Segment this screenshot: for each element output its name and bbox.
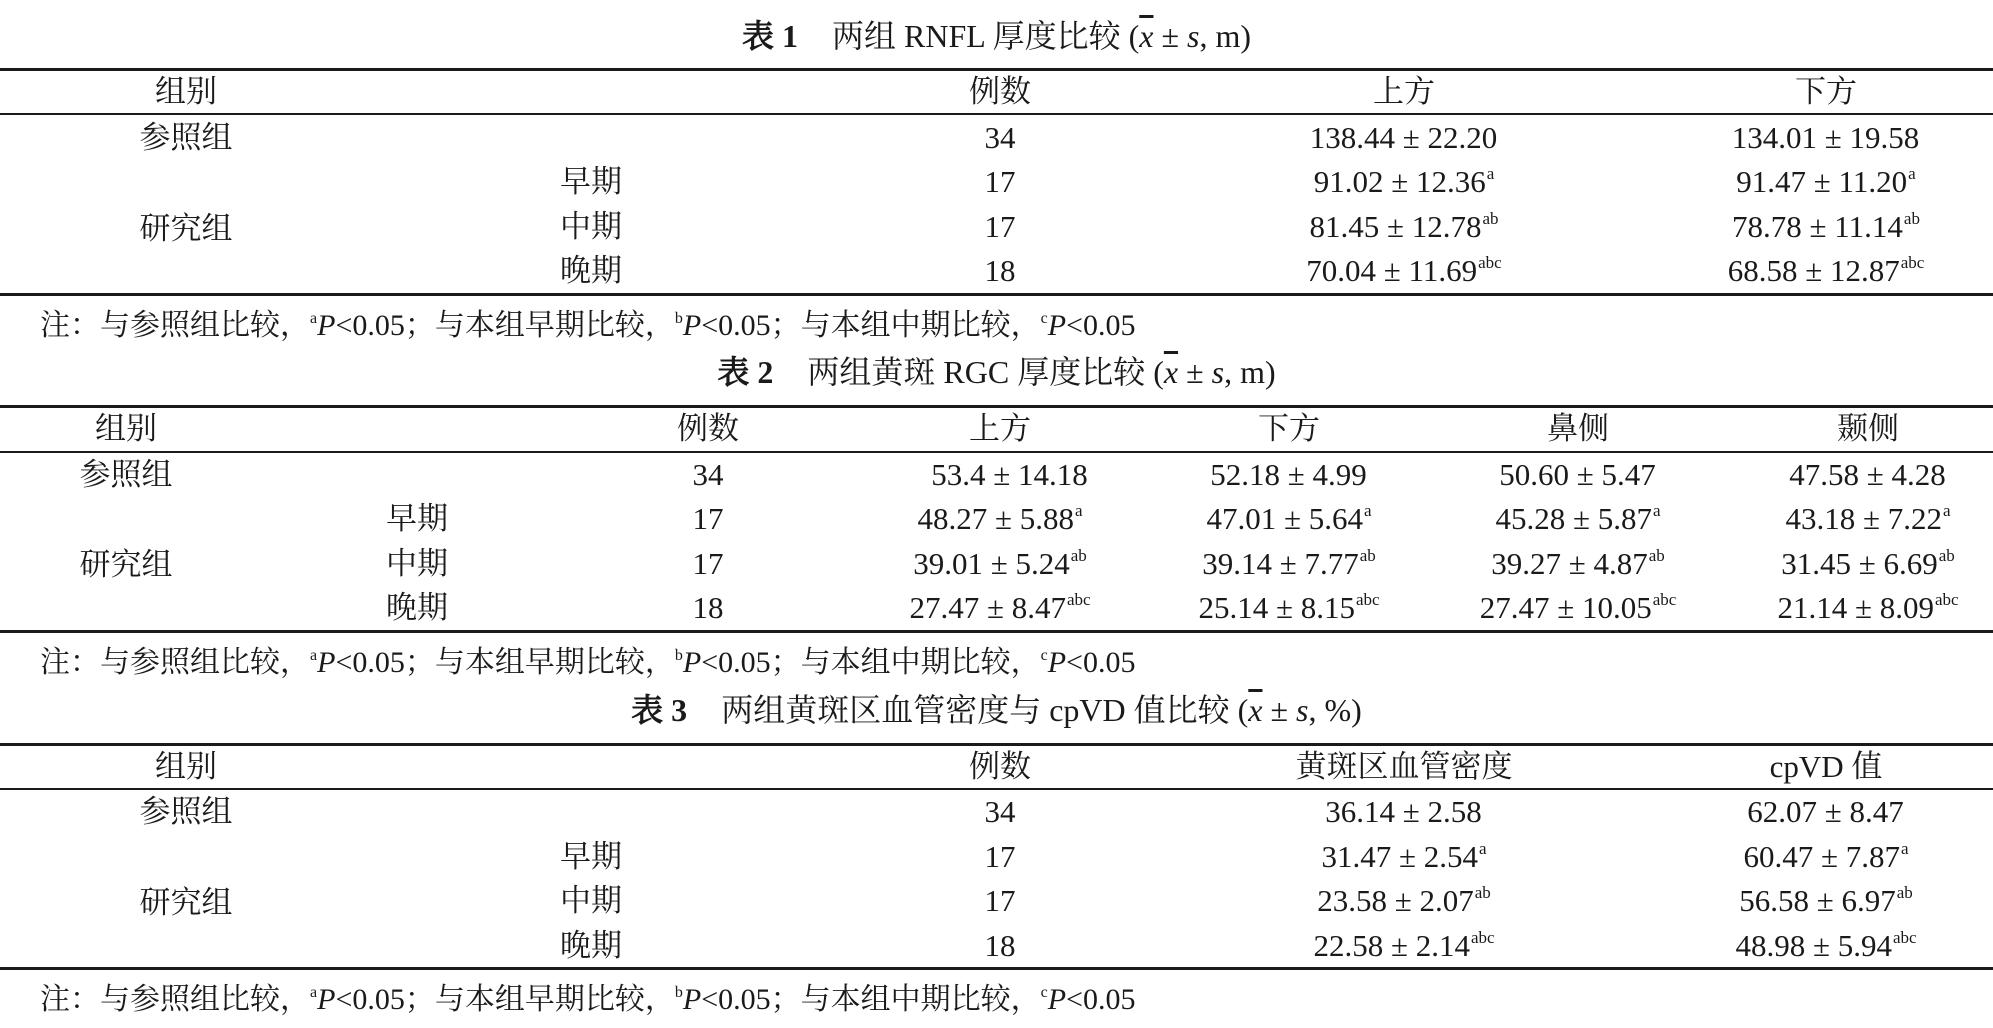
table1-row1-upper: 91.02 ± 12.36$^a$ (1313, 164, 1495, 199)
table2-row1-lower: 47.01 ± 5.64$^a$ (1206, 501, 1372, 536)
table2-title-pm: ± (1178, 354, 1212, 390)
table3-title (0, 690, 1993, 730)
table3-row3-vessel: 22.58 ± 2.14$^{abc}$ (1313, 928, 1495, 963)
table1-row2-n: 17 (984, 209, 1016, 244)
table1-row0-lower: 134.01 ± 19.58 (1731, 120, 1920, 155)
table3-row3-stage: 晚期 (560, 928, 622, 963)
table3-row0-vessel: 36.14 ± 2.58 (1325, 794, 1482, 829)
table1-header-group: 组别 (155, 74, 217, 109)
table2-bottom-rule (0, 630, 1993, 633)
table1-row2-stage: 中期 (560, 209, 622, 244)
table1-title-unit: , m) (1199, 18, 1252, 54)
table1-row0-upper: 138.44 ± 22.20 (1309, 120, 1498, 155)
table2-row3-upper: 27.47 ± 8.47$^{abc}$ (909, 590, 1091, 625)
table2-row3-n: 18 (692, 590, 724, 625)
table3-row3-cpvd: 48.98 ± 5.94$^{abc}$ (1735, 928, 1917, 963)
table2-row0-upper: 53.4 ± 14.18 (931, 457, 1088, 492)
table1-bottom-rule (0, 293, 1993, 296)
table2-row2-n: 17 (692, 546, 724, 581)
table1-title-pm: ± (1153, 18, 1188, 54)
table3-study-group: 研究组 (139, 885, 233, 920)
table1-row3-lower: 68.58 ± 12.87$^{abc}$ (1727, 253, 1925, 288)
table2-row2-lower: 39.14 ± 7.77$^{ab}$ (1202, 546, 1376, 581)
table3-row1-vessel: 31.47 ± 2.54$^a$ (1321, 839, 1487, 874)
table2-title-text: 两组黄斑 RGC 厚度比较 ( (807, 354, 1164, 390)
table3-title-unit: , %) (1308, 692, 1362, 728)
table1-title-xbar: $\overline{x}$ (1139, 18, 1154, 54)
table1-row2-upper: 81.45 ± 12.78$^{ab}$ (1309, 209, 1499, 244)
table1-top-rule (0, 68, 1993, 71)
table3-header-rule (0, 788, 1993, 790)
table2-header-upper: 上方 (969, 411, 1031, 446)
table1-row3-n: 18 (984, 253, 1016, 288)
table3-row2-vessel: 23.58 ± 2.07$^{ab}$ (1317, 883, 1491, 918)
table1-row2-lower: 78.78 ± 11.14$^{ab}$ (1732, 209, 1920, 244)
table2-title-xbar: $\overline{x}$ (1163, 354, 1179, 390)
table2-row2-temporal: 31.45 ± 6.69$^{ab}$ (1781, 546, 1955, 581)
table2-row1-stage: 早期 (386, 501, 448, 536)
table1-title-text: 两组 RNFL 厚度比较 ( (831, 18, 1140, 54)
table1-header-lower: 下方 (1795, 74, 1857, 109)
table2-footnote: 注：与参照组比较，$^a$P<0.05；与本组早期比较，$^b$P<0.05；与本组中期比较，$^c$P<0.05 (40, 646, 1136, 679)
table1-row0-n: 34 (984, 120, 1016, 155)
table2-row1-nasal: 45.28 ± 5.87$^a$ (1495, 501, 1661, 536)
table1-study-group: 研究组 (139, 211, 233, 246)
table2-row0-temporal: 47.58 ± 4.28 (1789, 457, 1946, 492)
table3-header-n: 例数 (969, 749, 1031, 784)
table3-title-pm: ± (1262, 692, 1297, 728)
table2-row3-nasal: 27.47 ± 10.05$^{abc}$ (1479, 590, 1677, 625)
table1-header-n: 例数 (969, 74, 1031, 109)
table3-title-text: 两组黄斑区血管密度与 cpVD 值比较 ( (721, 692, 1249, 728)
table1-row3-upper: 70.04 ± 11.69$^{abc}$ (1306, 253, 1502, 288)
table1-row3-stage: 晚期 (560, 253, 622, 288)
table3-title-xbar: $\overline{x}$ (1248, 692, 1263, 728)
table2-study-group: 研究组 (79, 547, 173, 582)
table3-row1-cpvd: 60.47 ± 7.87$^a$ (1743, 839, 1909, 874)
table1-title (0, 16, 1993, 56)
table2-top-rule (0, 405, 1993, 408)
table2-row3-lower: 25.14 ± 8.15$^{abc}$ (1198, 590, 1380, 625)
table3-header-cpvd: cpVD 值 (1769, 749, 1883, 784)
table2-row2-nasal: 39.27 ± 4.87$^{ab}$ (1491, 546, 1665, 581)
table1-ref-group: 参照组 (139, 120, 233, 155)
table1-row1-n: 17 (984, 164, 1016, 199)
table3-row0-cpvd: 62.07 ± 8.47 (1747, 794, 1904, 829)
table3-row2-n: 17 (984, 883, 1016, 918)
table3-row3-n: 18 (984, 928, 1016, 963)
table3-title-s: s (1296, 692, 1309, 728)
table2-title (0, 352, 1993, 392)
table1-header-rule (0, 113, 1993, 115)
table2-title-unit: , m) (1224, 354, 1276, 390)
table2-row2-upper: 39.01 ± 5.24$^{ab}$ (913, 546, 1087, 581)
table2-header-temporal: 颞侧 (1837, 411, 1899, 446)
table3-top-rule (0, 743, 1993, 746)
table2-header-nasal: 鼻侧 (1547, 411, 1609, 446)
table2-number: 表 2 (717, 354, 774, 390)
table2-header-n: 例数 (677, 411, 739, 446)
table3-header-vessel-density: 黄斑区血管密度 (1295, 749, 1513, 784)
table2-row3-stage: 晚期 (386, 590, 448, 625)
table2-row1-temporal: 43.18 ± 7.22$^a$ (1785, 501, 1951, 536)
table2-row0-n: 34 (692, 457, 724, 492)
table3-ref-group: 参照组 (139, 794, 233, 829)
table2-row1-upper: 48.27 ± 5.88$^a$ (917, 501, 1083, 536)
table3-row2-stage: 中期 (560, 883, 622, 918)
table2-title-s: s (1211, 354, 1225, 390)
table1-title-s: s (1187, 18, 1200, 54)
table3-bottom-rule (0, 967, 1993, 970)
table1-number: 表 1 (741, 18, 798, 54)
table3-header-group: 组别 (155, 749, 217, 784)
table3-number: 表 3 (631, 692, 688, 728)
table1-header-upper: 上方 (1373, 74, 1435, 109)
table3-footnote: 注：与参照组比较，$^a$P<0.05；与本组早期比较，$^b$P<0.05；与本组中期比较，$^c$P<0.05 (40, 983, 1136, 1016)
table2-row0-lower: 52.18 ± 4.99 (1210, 457, 1367, 492)
table1-footnote: 注：与参照组比较，$^a$P<0.05；与本组早期比较，$^b$P<0.05；与本组中期比较，$^c$P<0.05 (40, 309, 1136, 342)
table3-row2-cpvd: 56.58 ± 6.97$^{ab}$ (1739, 883, 1913, 918)
table1-row1-lower: 91.47 ± 11.20$^a$ (1736, 164, 1916, 199)
table1-row1-stage: 早期 (560, 164, 622, 199)
table3-row0-n: 34 (984, 794, 1016, 829)
table2-row1-n: 17 (692, 501, 724, 536)
table2-ref-group: 参照组 (79, 457, 173, 492)
table3-row1-n: 17 (984, 839, 1016, 874)
table2-row3-temporal: 21.14 ± 8.09$^{abc}$ (1777, 590, 1959, 625)
table2-row0-nasal: 50.60 ± 5.47 (1499, 457, 1656, 492)
table3-row1-stage: 早期 (560, 839, 622, 874)
table2-row2-stage: 中期 (386, 546, 448, 581)
table2-header-rule (0, 451, 1993, 453)
table2-header-group: 组别 (95, 411, 157, 446)
table2-header-lower: 下方 (1258, 411, 1320, 446)
